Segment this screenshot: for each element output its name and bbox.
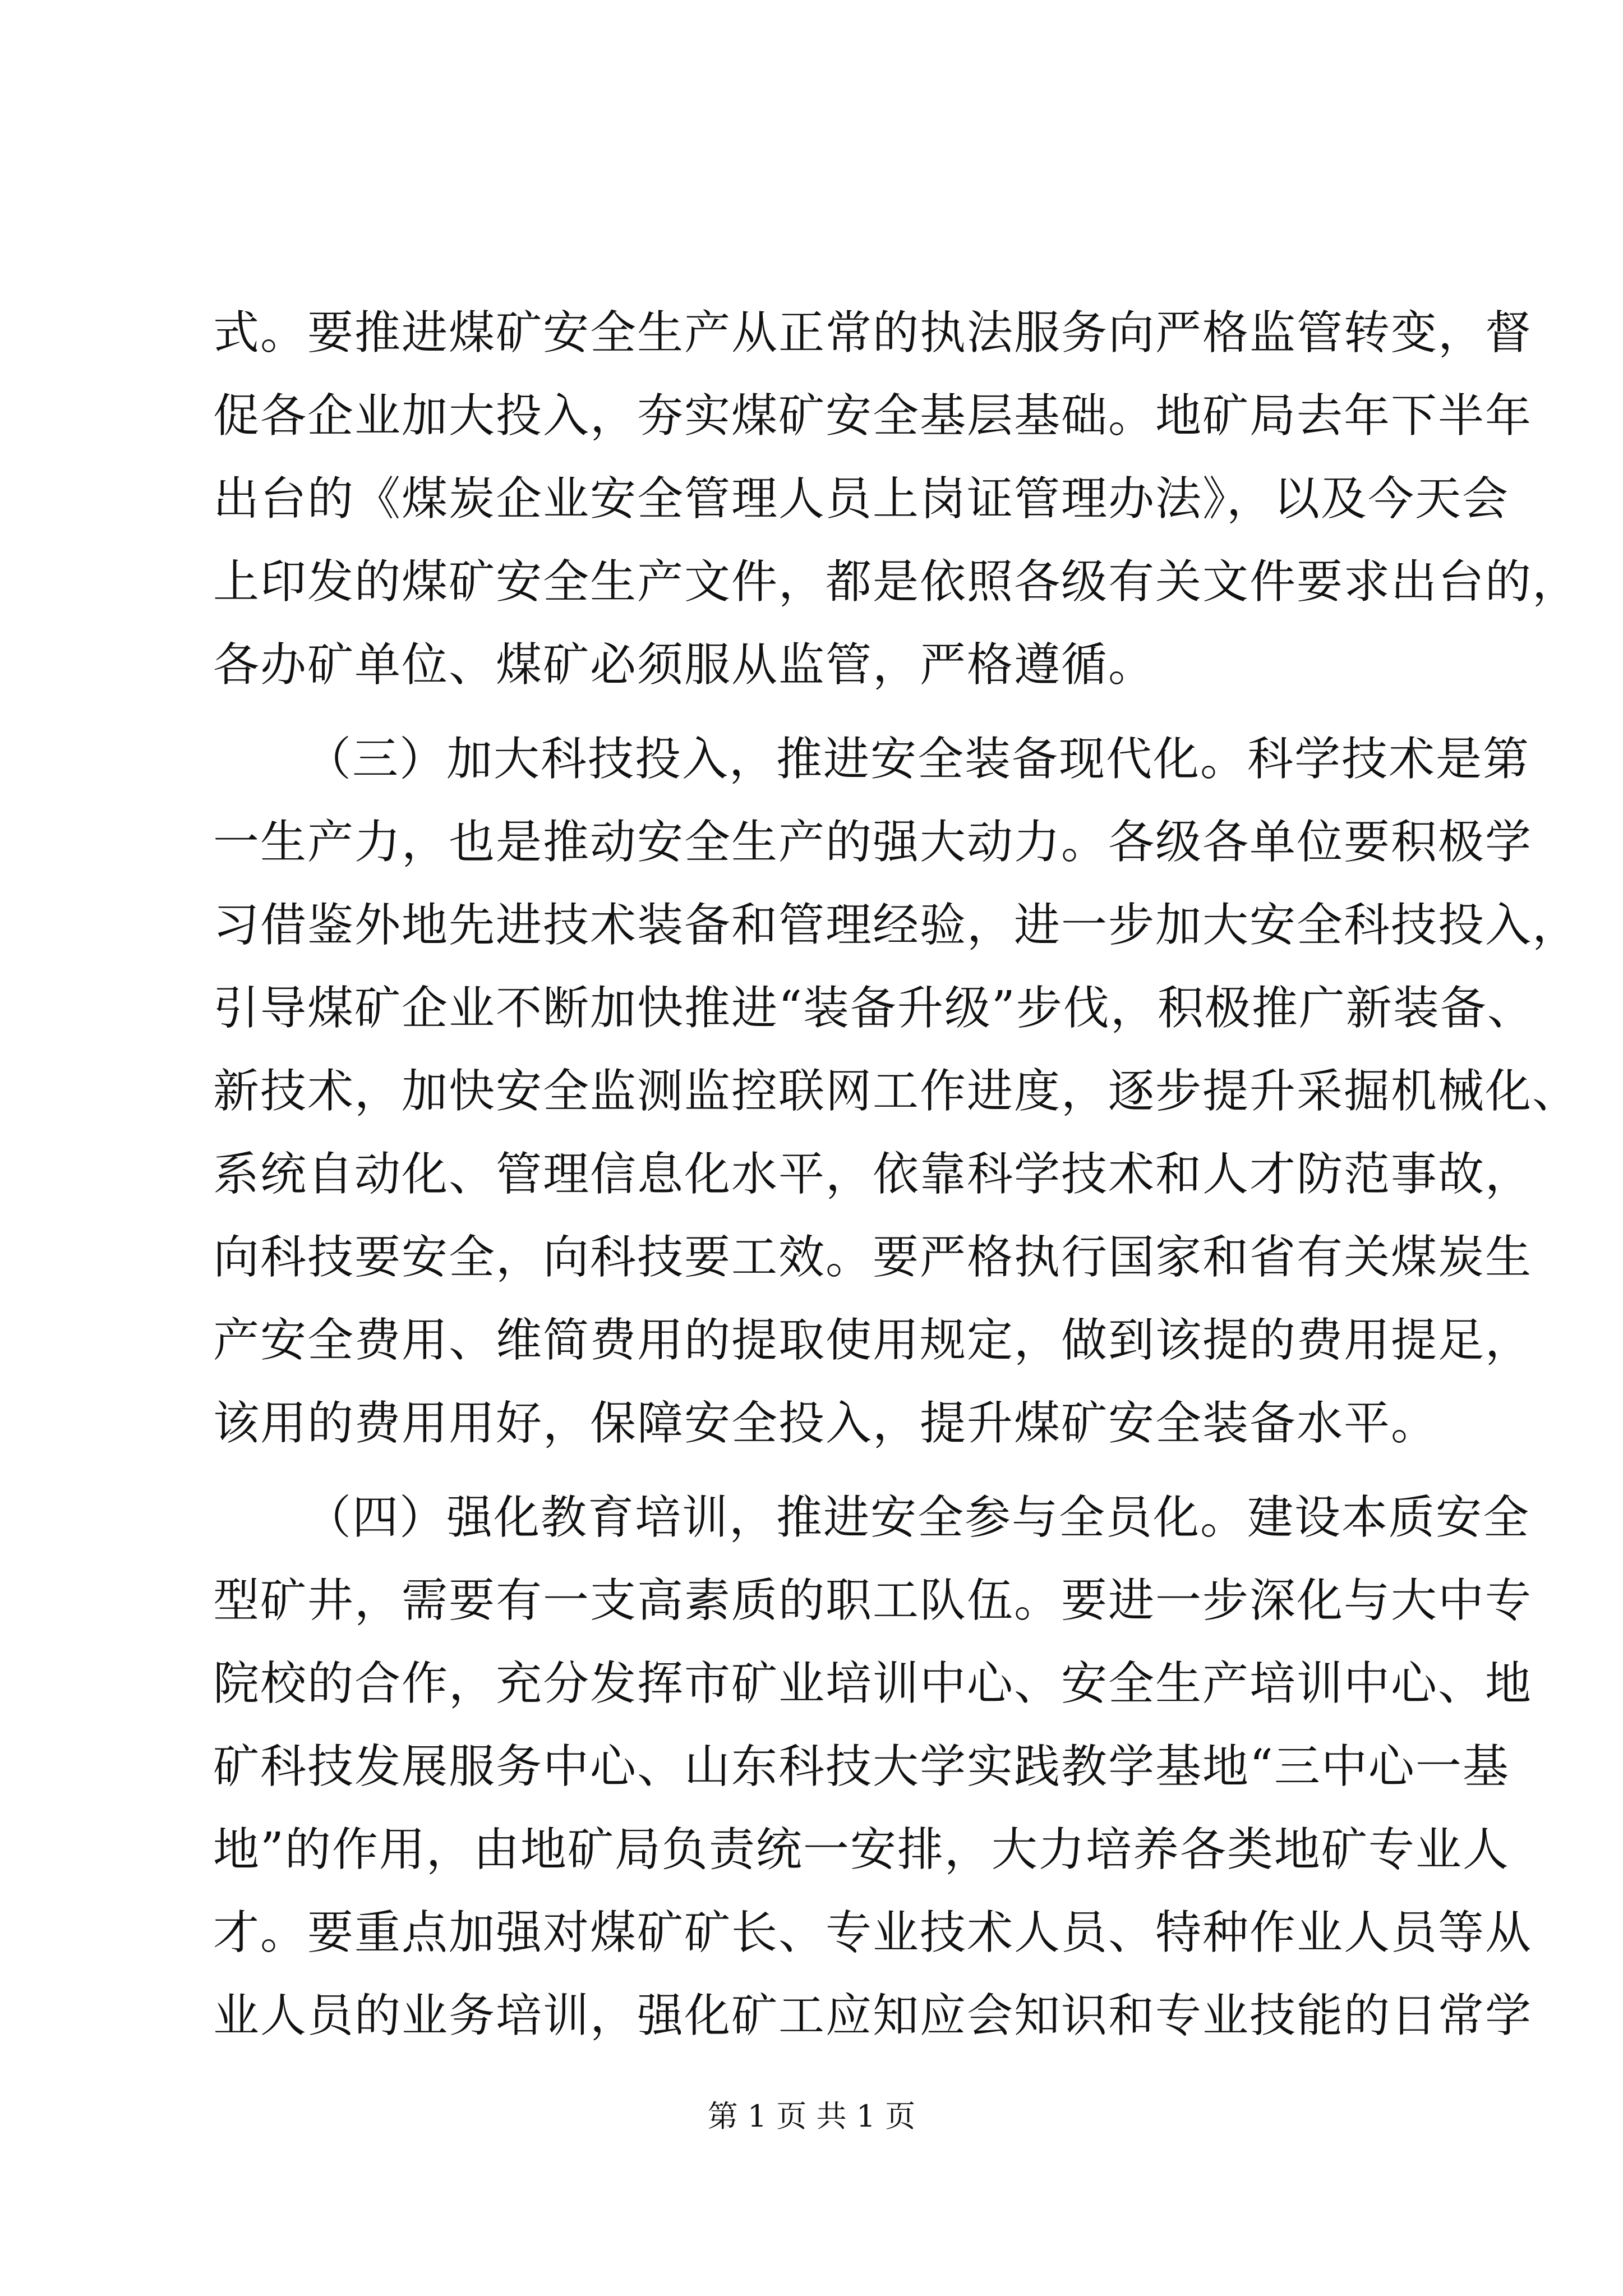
- paragraph-3: [213, 1476, 1533, 2058]
- text-line: 上印发的煤矿安全生产文件，都是依照各级有关文件要求出台的，: [213, 555, 1580, 609]
- text-line: 新技术，加快安全监测监控联网工作进度，逐步提升采掘机械化、: [213, 1065, 1580, 1118]
- text-line: 一生产力，也是推动安全生产的强大动力。各级各单位要积极学: [213, 816, 1533, 869]
- text-line: 型矿井，需要有一支高素质的职工队伍。要进一步深化与大中专: [213, 1574, 1533, 1627]
- text-line: 地”的作用，由地矿局负责统一安排，大力培养各类地矿专业人: [213, 1823, 1510, 1876]
- body-text: [213, 292, 1580, 2058]
- text-line: 该用的费用用好，保障安全投入，提升煤矿安全装备水平。: [213, 1397, 1438, 1450]
- text-line: 向科技要安全，向科技要工效。要严格执行国家和省有关煤炭生: [213, 1231, 1533, 1284]
- text-line: 习借鉴外地先进技术装备和管理经验，进一步加大安全科技投入，: [213, 899, 1580, 952]
- text-line: 出台的《煤炭企业安全管理人员上岗证管理办法》，以及今天会: [213, 472, 1510, 526]
- text-line: 引导煤矿企业不断加快推进“装备升级”步伐，积极推广新装备、: [213, 982, 1534, 1035]
- page-footer: 第 1 页 共 1 页: [707, 2099, 916, 2134]
- text-line: 院校的合作，充分发挥市矿业培训中心、安全生产培训中心、地: [213, 1657, 1533, 1710]
- text-line: 业人员的业务培训，强化矿工应知应会知识和专业技能的日常学: [213, 1989, 1533, 2042]
- paragraph-1: [213, 292, 1580, 707]
- paragraph-2: [213, 718, 1580, 1465]
- text-line: 矿科技发展服务中心、山东科技大学实践教学基地“三中心一基: [213, 1740, 1510, 1793]
- text-line: 才。要重点加强对煤矿矿长、专业技术人员、特种作业人员等从: [213, 1906, 1533, 1959]
- text-line: 式。要推进煤矿安全生产从正常的执法服务向严格监管转变，督: [213, 306, 1533, 360]
- text-line: 产安全费用、维简费用的提取使用规定，做到该提的费用提足，: [213, 1314, 1533, 1367]
- text-line: （三）加大科技投入，推进安全装备现代化。科学技术是第: [305, 733, 1530, 786]
- text-line: 促各企业加大投入，夯实煤矿安全基层基础。地矿局去年下半年: [213, 389, 1533, 443]
- text-line: 各办矿单位、煤矿必须服从监管，严格遵循。: [213, 638, 1156, 692]
- text-line: 系统自动化、管理信息化水平，依靠科学技术和人才防范事故，: [213, 1148, 1533, 1201]
- text-line: （四）强化教育培训，推进安全参与全员化。建设本质安全: [305, 1491, 1530, 1544]
